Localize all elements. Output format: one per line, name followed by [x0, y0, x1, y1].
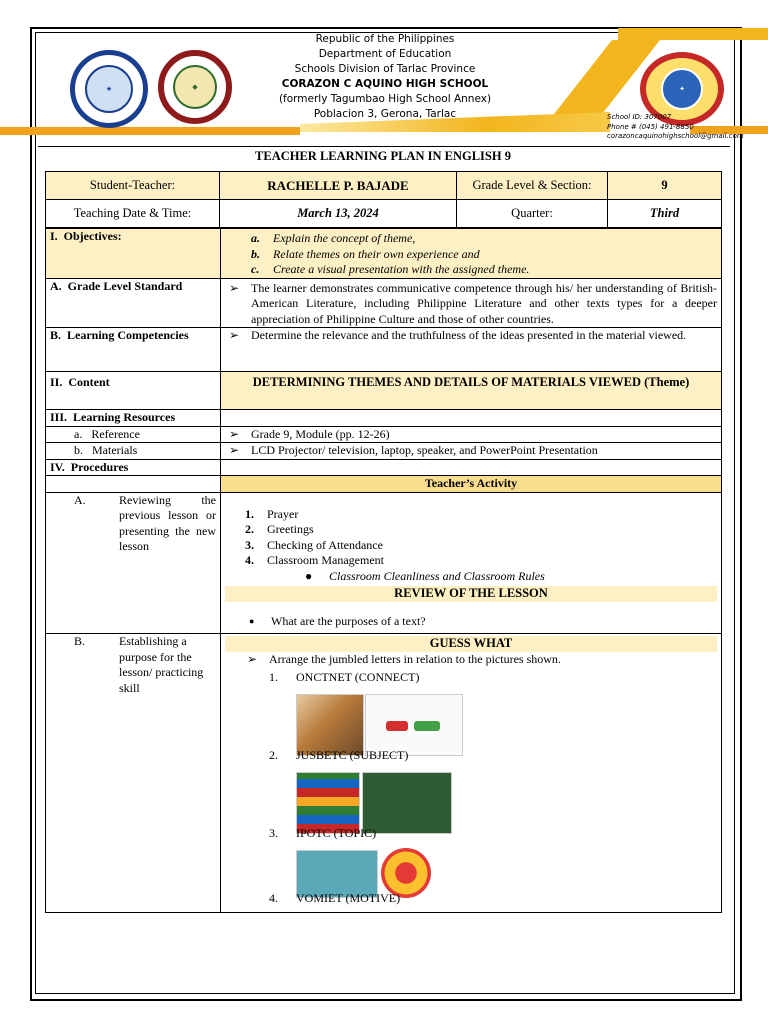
word-item-4 — [269, 891, 400, 907]
procedure-a-cell — [221, 492, 722, 634]
deped-seal-logo — [70, 50, 148, 128]
header-stripe-orange — [0, 127, 300, 135]
resources-empty-cell — [221, 410, 722, 427]
procedure-a-item-text: Prayer — [267, 506, 299, 521]
red-plug-icon — [386, 721, 408, 731]
grade-level-value: 9 — [608, 172, 722, 200]
guess-instruction — [221, 652, 721, 668]
teaching-date-label: Teaching Date & Time: — [46, 200, 220, 228]
procedure-a-item-number: 2. — [245, 522, 254, 536]
school-contact — [607, 113, 744, 142]
reference-label: a. Reference — [46, 426, 221, 443]
teachers-activity-header: Teacher’s Activity — [221, 476, 722, 493]
review-question-text: What are the purposes of a text? — [271, 613, 426, 628]
content-label: II. Content — [46, 372, 221, 410]
student-teacher-label: Student-Teacher: — [46, 172, 220, 200]
procedure-a-subitem — [221, 569, 721, 585]
reference-value: Grade 9, Module (pp. 12-26) — [251, 426, 390, 441]
procedure-a-number: A. — [74, 492, 86, 507]
letterhead — [240, 32, 530, 122]
grade-level-label: Grade Level & Section: — [457, 172, 608, 200]
objectives-label: I. Objectives: — [46, 229, 221, 279]
competencies-cell — [221, 328, 722, 372]
materials-cell — [221, 443, 722, 460]
objective-item — [221, 262, 721, 278]
materials-label: b. Materials — [46, 443, 221, 460]
grade-level-standard-label: A. Grade Level Standard — [46, 278, 221, 328]
plug-connect-image — [365, 694, 463, 756]
word-item-1 — [269, 670, 419, 686]
reference-cell — [221, 426, 722, 443]
procedure-a-item — [245, 507, 721, 523]
procedure-a-item-text: Checking of Attendance — [267, 537, 383, 552]
puzzle-pieces-image — [296, 694, 364, 756]
letterhead-division: Schools Division of Tarlac Province — [294, 63, 476, 75]
guess-instruction-text: Arrange the jumbled letters in relation to the pictures shown. — [269, 651, 561, 666]
word-item-3 — [269, 826, 376, 842]
procedures-empty-cell — [221, 459, 722, 476]
word-number: 2. — [269, 748, 278, 762]
objective-number: a. — [251, 231, 260, 245]
header-stripe-top — [618, 28, 768, 40]
arrow-icon: ➢ — [229, 280, 240, 295]
objective-text: Relate themes on their own experience and — [273, 246, 480, 261]
procedure-b-label — [46, 634, 221, 913]
activity-header-empty — [46, 476, 221, 493]
procedure-b-cell — [221, 634, 722, 913]
school-seal-center-icon: ✦ — [661, 68, 703, 110]
procedure-b-text: Establishing a purpose for the lesson/ practicing skill — [119, 634, 204, 695]
review-question — [221, 614, 721, 630]
green-plug-icon — [414, 721, 440, 731]
procedure-a-item-number: 3. — [245, 537, 254, 552]
bullet-icon: ● — [249, 615, 255, 626]
letterhead-department: Department of Education — [318, 48, 452, 60]
school-phone: Phone # (045) 491-8850 — [607, 122, 694, 131]
arrow-icon: ➢ — [247, 651, 258, 666]
word-item-2 — [269, 748, 408, 764]
school-id: School ID: 307007 — [607, 113, 672, 121]
student-teacher-value: RACHELLE P. BAJADE — [220, 172, 457, 200]
letterhead-former-name: (formerly Tagumbao High School Annex) — [278, 93, 492, 105]
procedure-a-list — [221, 507, 721, 569]
procedure-a-item — [245, 522, 721, 538]
word-number: 4. — [269, 891, 278, 905]
arrow-icon: ➢ — [229, 426, 240, 441]
standard-text: The learner demonstrates communicative competence through his/ her understanding of British-American Literature, including Philippine Literature and other texts types for a deeper appreciation of Philippine Culture and those of other countries. — [251, 280, 717, 326]
learning-competencies-label: B. Learning Competencies — [46, 328, 221, 372]
word-number: 1. — [269, 670, 278, 684]
quarter-value: Third — [608, 200, 722, 228]
objective-item — [221, 247, 721, 263]
letterhead-address: Poblacion 3, Gerona, Tarlac — [313, 108, 457, 120]
objective-number: b. — [251, 246, 260, 261]
materials-value: LCD Projector/ television, laptop, speaker, and PowerPoint Presentation — [251, 443, 598, 457]
objective-text: Explain the concept of theme, — [273, 231, 416, 245]
word-text: JUSBETC (SUBJECT) — [296, 748, 409, 762]
procedure-b-number: B. — [74, 634, 86, 648]
objectives-cell — [221, 229, 722, 279]
word-text: ONCTNET (CONNECT) — [296, 670, 420, 684]
teaching-date-value: March 13, 2024 — [220, 200, 457, 228]
document-title: TEACHER LEARNING PLAN IN ENGLISH 9 — [255, 149, 511, 163]
procedure-a-item — [245, 538, 721, 554]
arrow-icon: ➢ — [229, 328, 240, 342]
objectives-list — [221, 231, 721, 278]
procedure-a-item-number: 4. — [245, 553, 254, 567]
procedures-label: IV. Procedures — [46, 459, 221, 476]
review-band: REVIEW OF THE LESSON — [225, 586, 717, 602]
header-divider — [38, 146, 730, 147]
quarter-label: Quarter: — [457, 200, 608, 228]
procedure-a-label — [46, 492, 221, 634]
word-number: 3. — [269, 826, 278, 840]
competencies-text: Determine the relevance and the truthfulness of the ideas presented in the material viewed. — [251, 328, 687, 342]
procedure-a-subitem-text: Classroom Cleanliness and Classroom Rules — [329, 568, 545, 583]
letterhead-school-name: CORAZON C AQUINO HIGH SCHOOL — [281, 78, 489, 90]
arrow-icon: ➢ — [229, 443, 240, 457]
tarlac-division-seal-logo — [158, 50, 232, 124]
letterhead-republic: Republic of the Philippines — [315, 33, 455, 45]
books-stack-image — [296, 772, 360, 834]
procedure-a-item-text: Greetings — [267, 522, 314, 536]
standard-cell — [221, 278, 722, 328]
school-email: corazoncaquinohighschool@gmail.com — [607, 132, 744, 140]
objective-number: c. — [251, 262, 260, 276]
info-table — [45, 171, 722, 228]
guess-what-band: GUESS WHAT — [225, 636, 717, 652]
learning-resources-label: III. Learning Resources — [46, 410, 221, 427]
objective-item — [221, 231, 721, 247]
word-text: VOMIET (MOTIVE) — [296, 891, 401, 905]
content-text: DETERMINING THEMES AND DETAILS OF MATERIALS VIEWED (Theme) — [221, 372, 722, 410]
bullet-icon: ● — [305, 568, 313, 583]
procedure-a-item-text: Classroom Management — [267, 553, 384, 567]
chalkboard-subjects-image — [362, 772, 452, 834]
lesson-plan-table — [45, 228, 722, 913]
procedure-a-item — [245, 553, 721, 569]
deped-seal-center-icon: ★ — [85, 65, 133, 113]
objective-text: Create a visual presentation with the assigned theme. — [273, 262, 530, 276]
procedure-a-text: Reviewing the previous lesson or presenting the new lesson — [119, 492, 216, 553]
procedure-a-item-number: 1. — [245, 506, 254, 521]
word-text: IPOTC (TOPIC) — [296, 826, 377, 840]
tarlac-seal-center-icon: ◆ — [173, 65, 217, 109]
